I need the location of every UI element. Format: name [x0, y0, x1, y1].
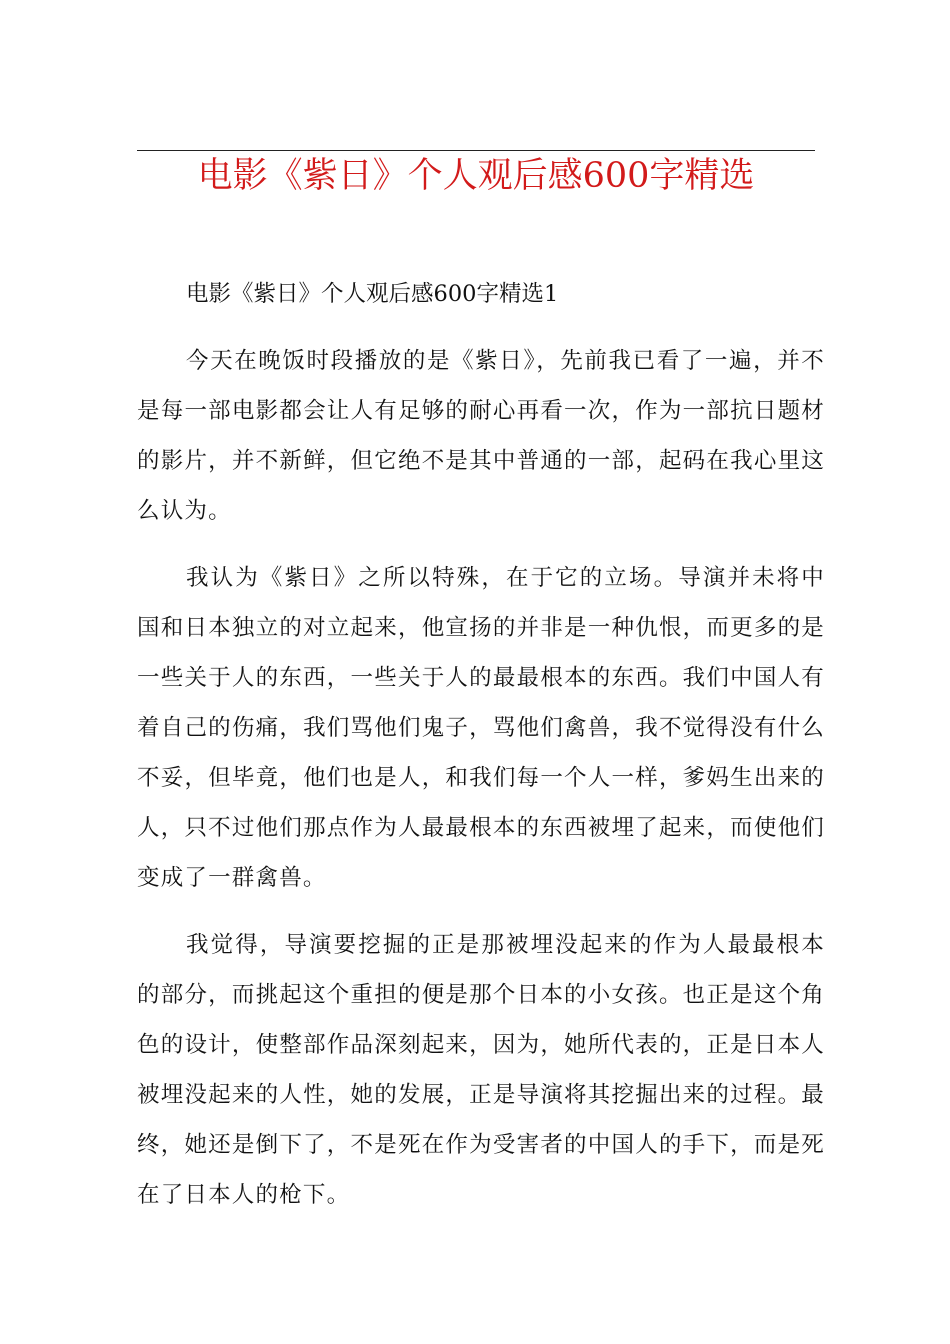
header-rule [137, 150, 815, 151]
paragraph-2: 我认为《紫日》之所以特殊，在于它的立场。导演并未将中国和日本独立的对立起来，他宣扬的并非是一种仇恨，而更多的是一些关于人的东西，一些关于人的最最根本的东西。我们中国人有着自己的伤痛，我们骂他们鬼子，骂他们禽兽，我不觉得没有什么不妥，但毕竟，他们也是人，和我们每一个人一样，爹妈生出来的人，只不过他们那点作为人最最根本的东西被埋了起来，而使他们变成了一群禽兽。 [137, 565, 825, 891]
document-body [137, 269, 825, 1220]
section-heading: 电影《紫日》个人观后感600字精选1 [186, 281, 559, 307]
document-title: 电影《紫日》个人观后感600字精选 [197, 156, 755, 196]
paragraph-3: 我觉得，导演要挖掘的正是那被埋没起来的作为人最最根本的部分，而挑起这个重担的便是那个日本的小女孩。也正是这个角色的设计，使整部作品深刻起来，因为，她所代表的，正是日本人被埋没起来的人性，她的发展，正是导演将其挖掘出来的过程。最终，她还是倒下了，不是死在作为受害者的中国人的手下，而是死在了日本人的枪下。 [137, 932, 825, 1208]
paragraph-1: 今天在晚饭时段播放的是《紫日》，先前我已看了一遍，并不是每一部电影都会让人有足够的耐心再看一次，作为一部抗日题材的影片，并不新鲜，但它绝不是其中普通的一部，起码在我心里这么认为。 [137, 348, 825, 524]
